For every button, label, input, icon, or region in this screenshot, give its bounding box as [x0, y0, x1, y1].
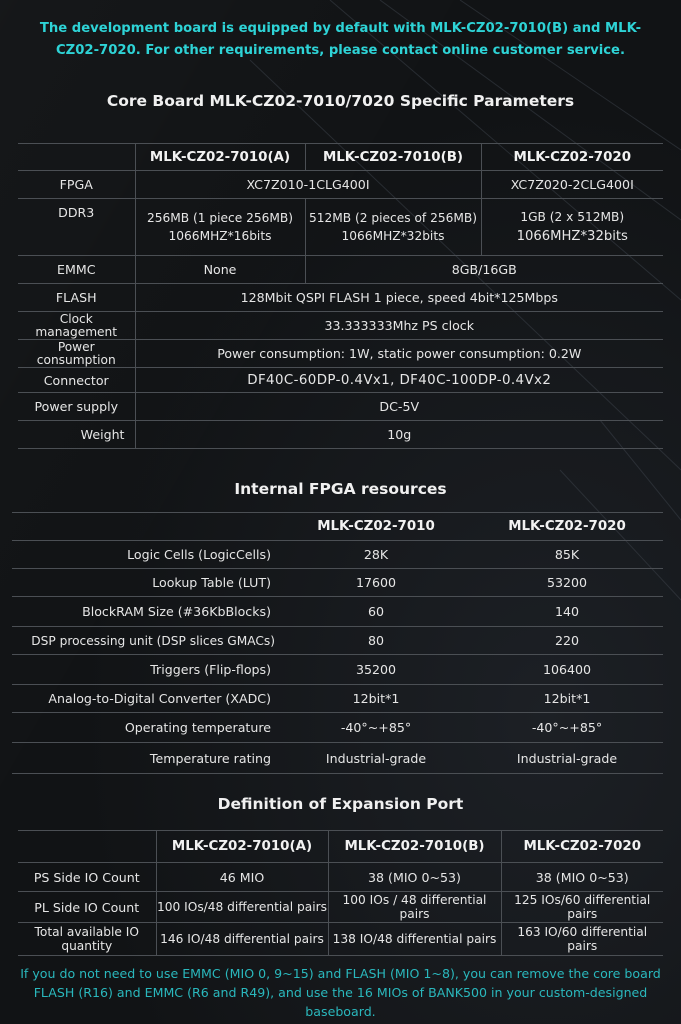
cell: 35200	[281, 655, 471, 685]
fpga-resources-title: Internal FPGA resources	[234, 480, 447, 498]
col-header: MLK-CZ02-7010(A)	[135, 144, 305, 171]
table-header-row	[12, 513, 663, 541]
table-row	[18, 199, 663, 256]
cell: None	[135, 256, 305, 284]
row-label: PS Side IO Count	[18, 863, 156, 892]
cell: -40°~+85°	[281, 713, 471, 743]
cell: DC-5V	[135, 393, 663, 421]
row-label: Lookup Table (LUT)	[12, 569, 281, 597]
table-row	[12, 627, 663, 655]
cell: 128Mbit QSPI FLASH 1 piece, speed 4bit*125Mbps	[135, 284, 663, 312]
row-label: Triggers (Flip-flops)	[12, 655, 281, 685]
expansion-port-title: Definition of Expansion Port	[217, 795, 464, 813]
col-header: MLK-CZ02-7010(A)	[156, 831, 328, 863]
row-label: Temperature rating	[12, 743, 281, 774]
row-label: BlockRAM Size (#36KbBlocks)	[12, 597, 281, 627]
table-row	[18, 923, 663, 956]
cell: 33.333333Mhz PS clock	[135, 312, 663, 340]
row-label: Power consumption	[18, 340, 135, 368]
cell: Industrial-grade	[281, 743, 471, 774]
cell: 38 (MIO 0~53)	[328, 863, 501, 892]
cell: Power consumption: 1W, static power consumption: 0.2W	[135, 340, 663, 368]
cell: 8GB/16GB	[305, 256, 663, 284]
cell: 53200	[471, 569, 663, 597]
cell: 12bit*1	[471, 685, 663, 713]
table-row	[12, 713, 663, 743]
table-row	[18, 368, 663, 393]
table-row	[18, 312, 663, 340]
table-row	[18, 393, 663, 421]
table-row	[18, 340, 663, 368]
cell: 38 (MIO 0~53)	[501, 863, 663, 892]
table-row	[18, 171, 663, 199]
cell: 512MB (2 pieces of 256MB) 1066MHZ*32bits	[305, 199, 481, 256]
cell: 106400	[471, 655, 663, 685]
col-header: MLK-CZ02-7020	[471, 513, 663, 541]
cell: DF40C-60DP-0.4Vx1, DF40C-100DP-0.4Vx2	[135, 368, 663, 393]
table-row	[12, 743, 663, 774]
cell: XC7Z010-1CLG400I	[135, 171, 481, 199]
cell: 100 IOs / 48 differential pairs	[328, 892, 501, 923]
cell: 100 IOs/48 differential pairs	[156, 892, 328, 923]
cell: 146 IO/48 differential pairs	[156, 923, 328, 956]
cell: 17600	[281, 569, 471, 597]
cell-line: 1GB (2 x 512MB)	[520, 210, 625, 224]
row-label: Operating temperature	[12, 713, 281, 743]
cell: 85K	[471, 541, 663, 569]
cell: 163 IO/60 differential pairs	[501, 923, 663, 956]
row-label: FLASH	[18, 284, 135, 312]
col-header: MLK-CZ02-7010(B)	[305, 144, 481, 171]
row-label: Analog-to-Digital Converter (XADC)	[12, 685, 281, 713]
row-label: EMMC	[18, 256, 135, 284]
table-row	[18, 863, 663, 892]
cell: 256MB (1 piece 256MB) 1066MHZ*16bits	[135, 199, 305, 256]
cell: 80	[281, 627, 471, 655]
row-label: PL Side IO Count	[18, 892, 156, 923]
cell: -40°~+85°	[471, 713, 663, 743]
top-notice: The development board is equipped by default with MLK-CZ02-7010(B) and MLK-CZ02-7020. For other requirements, please contact online customer service.	[39, 21, 642, 58]
row-label: Connector	[18, 368, 135, 393]
cell: 60	[281, 597, 471, 627]
row-label: Clock management	[18, 312, 135, 340]
fpga-resources-table	[12, 512, 663, 774]
cell: 28K	[281, 541, 471, 569]
col-header: MLK-CZ02-7010(B)	[328, 831, 501, 863]
cell: XC7Z020-2CLG400I	[481, 171, 663, 199]
table-row	[12, 597, 663, 627]
col-header: MLK-CZ02-7020	[481, 144, 663, 171]
cell: 12bit*1	[281, 685, 471, 713]
table-row	[12, 685, 663, 713]
cell	[481, 199, 663, 256]
cell: 10g	[135, 421, 663, 449]
cell: 140	[471, 597, 663, 627]
core-parameters-table	[18, 143, 663, 449]
col-header: MLK-CZ02-7020	[501, 831, 663, 863]
table-header-row	[18, 144, 663, 171]
row-label: Weight	[18, 421, 135, 449]
table-header-row	[18, 831, 663, 863]
cell: 125 IOs/60 differential pairs	[501, 892, 663, 923]
cell-line: 1066MHZ*32bits	[516, 229, 628, 244]
table-row	[18, 421, 663, 449]
table-row	[12, 655, 663, 685]
cell: 220	[471, 627, 663, 655]
row-label: Power supply	[18, 393, 135, 421]
table-row	[18, 256, 663, 284]
core-board-title: Core Board MLK-CZ02-7010/7020 Specific Parameters	[106, 92, 575, 110]
table-row	[12, 569, 663, 597]
row-label: Total available IO quantity	[18, 923, 156, 956]
row-label: Logic Cells (LogicCells)	[12, 541, 281, 569]
table-row	[12, 541, 663, 569]
table-row	[18, 284, 663, 312]
row-label: FPGA	[18, 171, 135, 199]
cell: 138 IO/48 differential pairs	[328, 923, 501, 956]
row-label: DDR3	[18, 199, 135, 256]
col-header: MLK-CZ02-7010	[281, 513, 471, 541]
bottom-notice: If you do not need to use EMMC (MIO 0, 9~15) and FLASH (MIO 1~8), you can remove the core board FLASH (R16) and EMMC (R6 and R49), and use the 16 MIOs of BANK500 in your custom-designed baseboard.	[20, 966, 661, 1019]
cell: Industrial-grade	[471, 743, 663, 774]
table-row	[18, 892, 663, 923]
cell: 46 MIO	[156, 863, 328, 892]
expansion-port-table	[18, 830, 663, 956]
row-label: DSP processing unit (DSP slices GMACs)	[12, 627, 281, 655]
